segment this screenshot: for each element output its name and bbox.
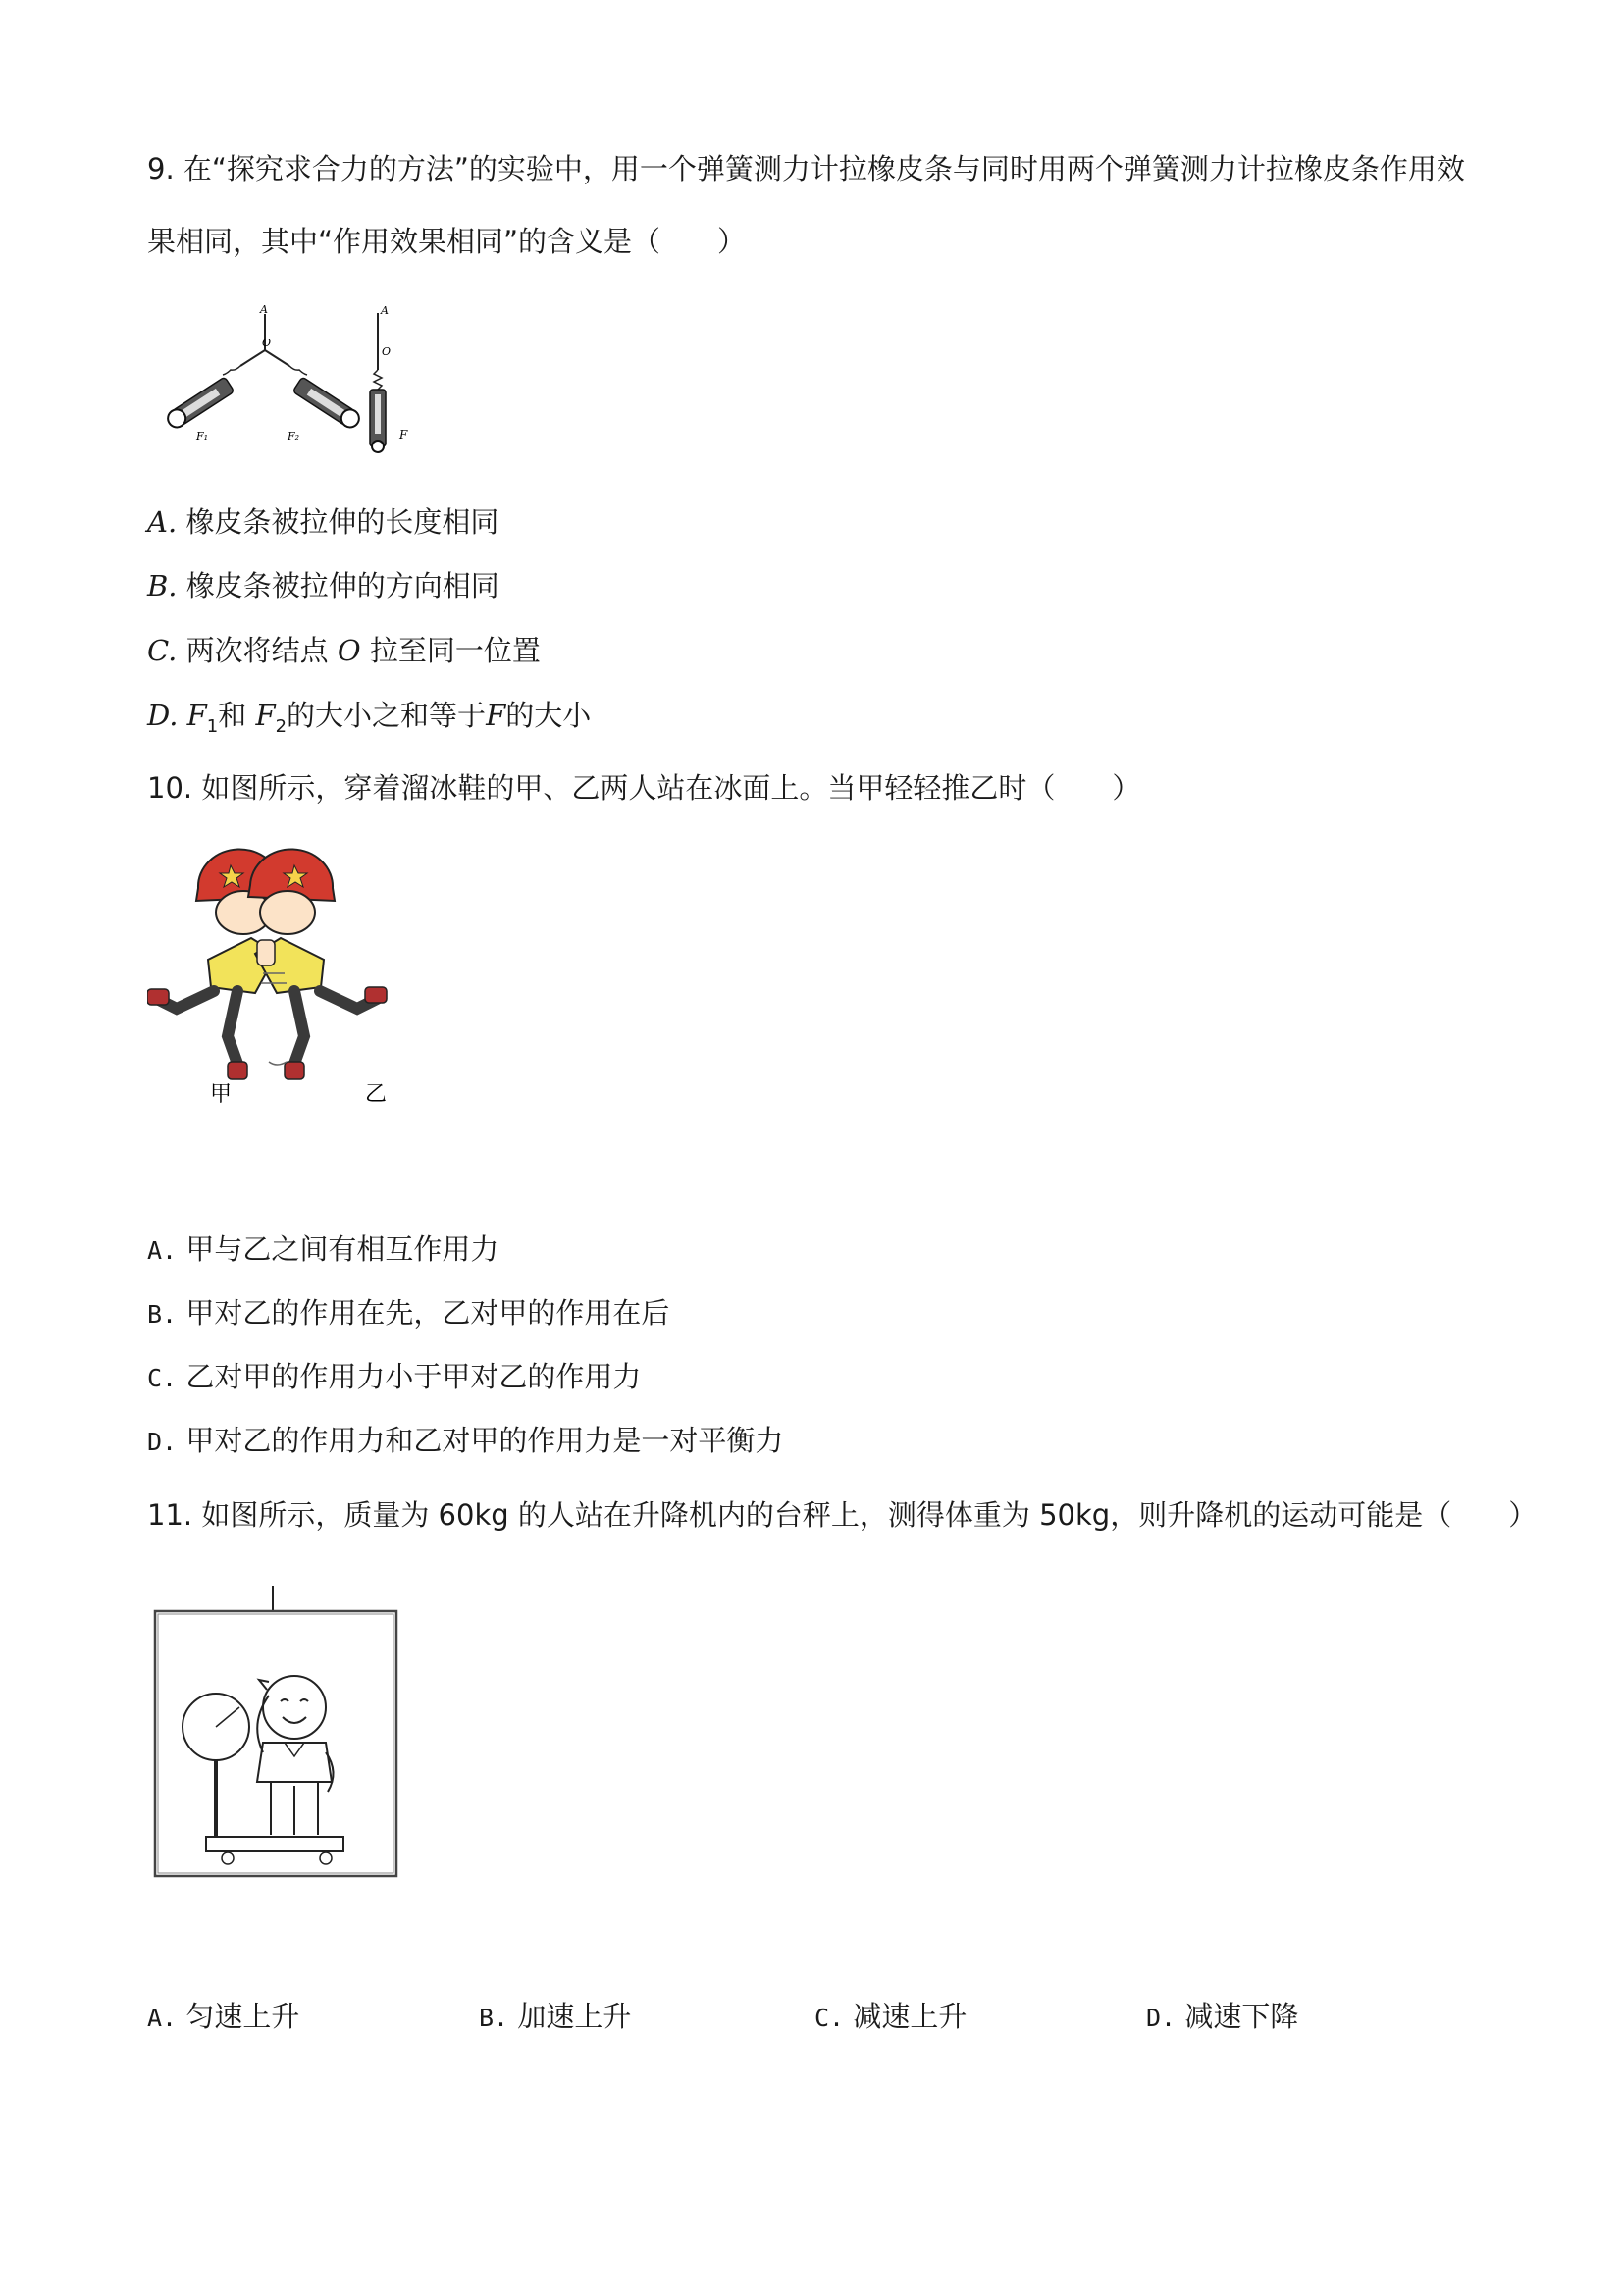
q10-option-a-letter: A. bbox=[147, 1236, 178, 1265]
q11-option-a-letter: A. bbox=[147, 2004, 178, 2032]
q9-fig-label-f: F bbox=[399, 428, 408, 442]
q11-option-a bbox=[147, 1997, 299, 2038]
q10-fig-label-right: 乙 bbox=[365, 1082, 388, 1107]
q9-fig-label-o2: O bbox=[382, 345, 392, 358]
q9-option-d-f1: F bbox=[186, 699, 207, 732]
q9-fig-label-a1: A bbox=[260, 303, 268, 316]
q10-option-c bbox=[147, 1357, 641, 1398]
q9-fig-label-o1: O bbox=[262, 337, 272, 349]
q9-fig-label-f2: F₂ bbox=[288, 430, 300, 443]
q9-option-a bbox=[147, 502, 498, 542]
q9-option-d-f1-sub: 1 bbox=[206, 715, 219, 737]
q9-option-d-f: F bbox=[486, 699, 506, 732]
q10-option-c-text: 乙对甲的作用力小于甲对乙的作用力 bbox=[185, 1360, 642, 1393]
q9-option-c-pre: 两次将结点 bbox=[185, 634, 329, 667]
q9-stem-line2: 果相同，其中“作用效果相同”的含义是（ ） bbox=[147, 225, 747, 258]
q10-option-b bbox=[147, 1293, 669, 1334]
q9-option-d-mid: 的大小之和等于 bbox=[287, 699, 487, 732]
q10-option-a bbox=[147, 1229, 498, 1271]
q9-option-d-and: 和 bbox=[218, 699, 247, 732]
q9-option-d-letter: D. bbox=[147, 699, 179, 732]
q11-figure bbox=[147, 1580, 407, 1889]
q10-option-a-text: 甲与乙之间有相互作用力 bbox=[185, 1232, 499, 1266]
q9-option-c-post: 拉至同一位置 bbox=[369, 634, 541, 667]
q11-option-d bbox=[1146, 1997, 1298, 2038]
q9-option-b-letter: B. bbox=[147, 569, 178, 602]
q9-stem-line1: 9. 在“探究求合力的方法”的实验中，用一个弹簧测力计拉橡皮条与同时用两个弹簧测力计拉橡皮条作用效 bbox=[147, 152, 1465, 185]
q10-fig-label-left: 甲 bbox=[210, 1082, 233, 1107]
q11-option-b bbox=[479, 1997, 631, 2038]
q11-option-d-text: 减速下降 bbox=[1184, 2000, 1299, 2033]
q11-option-b-text: 加速上升 bbox=[517, 2000, 632, 2033]
q10-option-c-letter: C. bbox=[147, 1364, 178, 1392]
q9-option-a-text: 橡皮条被拉伸的长度相同 bbox=[185, 505, 499, 539]
q10-stem: 10. 如图所示，穿着溜冰鞋的甲、乙两人站在冰面上。当甲轻轻推乙时（ ） bbox=[147, 771, 1141, 805]
q9-option-d-f2: F bbox=[255, 699, 276, 732]
q9-fig-label-a2: A bbox=[381, 304, 389, 317]
q11-option-b-letter: B. bbox=[479, 2004, 509, 2032]
q10-option-b-text: 甲对乙的作用在先，乙对甲的作用在后 bbox=[185, 1296, 670, 1330]
q9-option-a-letter: A. bbox=[147, 505, 178, 539]
q9-option-c-letter: C. bbox=[147, 634, 178, 667]
q11-option-c-letter: C. bbox=[814, 2004, 845, 2032]
q9-option-b-text: 橡皮条被拉伸的方向相同 bbox=[185, 569, 499, 602]
q9-option-d bbox=[147, 696, 591, 747]
q10-option-d bbox=[147, 1421, 783, 1462]
q9-option-c bbox=[147, 631, 541, 670]
q9-option-d-post: 的大小 bbox=[505, 699, 592, 732]
q11-stem: 11. 如图所示，质量为 60kg 的人站在升降机内的台秤上，测得体重为 50kg，则升降机的运动可能是（ ） bbox=[147, 1498, 1538, 1532]
q11-option-a-text: 匀速上升 bbox=[185, 2000, 300, 2033]
q10-figure bbox=[147, 844, 466, 1114]
q11-option-d-letter: D. bbox=[1146, 2004, 1177, 2032]
q11-option-c bbox=[814, 1997, 967, 2038]
q9-option-b bbox=[147, 566, 499, 605]
q9-option-c-var: O bbox=[337, 634, 361, 667]
q10-option-d-text: 甲对乙的作用力和乙对甲的作用力是一对平衡力 bbox=[185, 1424, 784, 1457]
q10-option-b-letter: B. bbox=[147, 1300, 178, 1329]
q9-figure bbox=[162, 299, 427, 456]
q10-option-d-letter: D. bbox=[147, 1428, 178, 1456]
q11-option-c-text: 减速上升 bbox=[853, 2000, 968, 2033]
q9-option-d-f2-sub: 2 bbox=[275, 715, 288, 737]
q9-fig-label-f1: F₁ bbox=[196, 430, 209, 443]
